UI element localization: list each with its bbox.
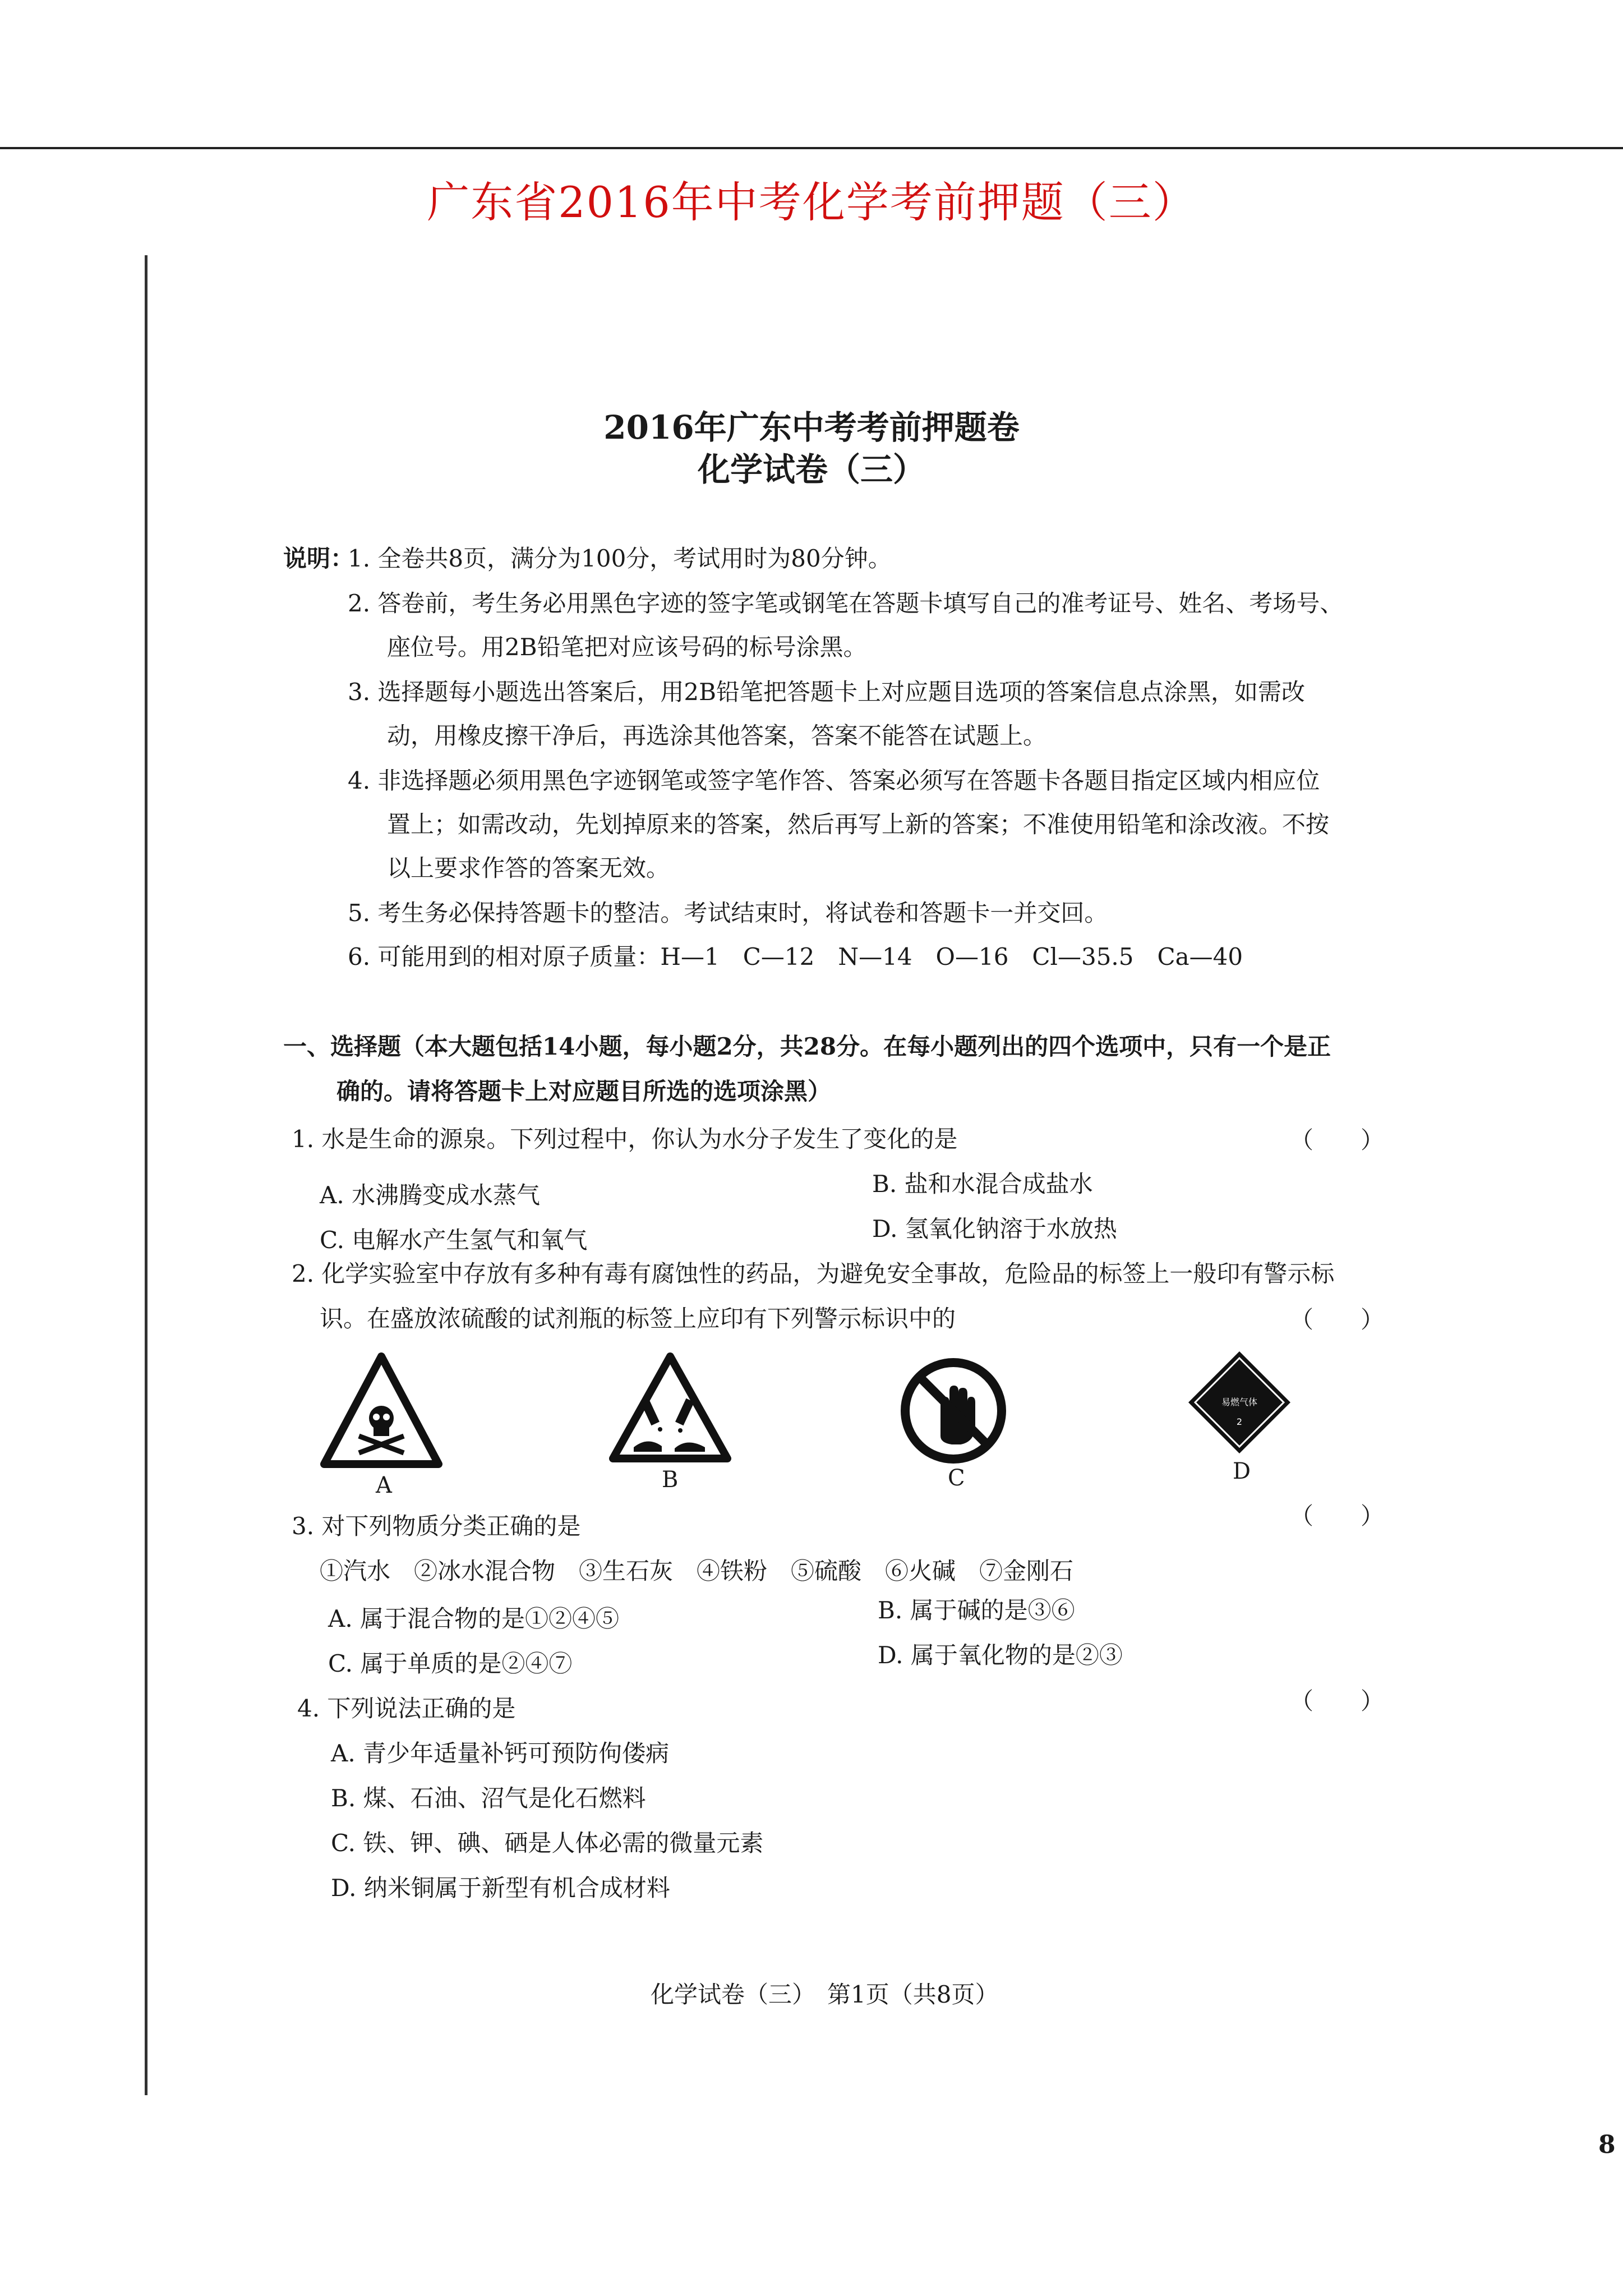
- q3-option-a: A. 属于混合物的是①②④⑤: [328, 1605, 620, 1632]
- instruction-line: 3. 选择题每小题选出答案后，用2B铅笔把答题卡上对应题目选项的答案信息点涂黑，如需改: [348, 678, 1306, 706]
- no-touch-prohibition-sign-icon: [900, 1358, 1007, 1464]
- q3-option-c: C. 属于单质的是②④⑦: [328, 1650, 573, 1677]
- q1-option-d: D. 氢氧化钠溶于水放热: [872, 1215, 1117, 1243]
- q2-stem: 2. 化学实验室中存放有多种有毒有腐蚀性的药品，为避免安全事故，危险品的标签上一般印有警示标: [292, 1260, 1335, 1287]
- top-rule: [0, 147, 1623, 149]
- paper-title-line2: 化学试卷（三）: [697, 450, 925, 489]
- q1-option-c: C. 电解水产生氢气和氧气: [320, 1226, 588, 1254]
- corrosive-warning-sign-icon: [608, 1352, 732, 1464]
- instruction-line: 动，用橡皮擦干净后，再选涂其他答案，答案不能答在试题上。: [387, 722, 1047, 749]
- section1-heading-cont: 确的。请将答题卡上对应题目所选的选项涂黑）: [336, 1078, 832, 1105]
- paper-title-line1: 2016年广东中考考前押题卷: [603, 408, 1020, 447]
- q4-option-a: A. 青少年适量补钙可预防佝偻病: [331, 1740, 670, 1767]
- instruction-line: 5. 考生务必保持答题卡的整洁。考试结束时，将试卷和答题卡一并交回。: [348, 899, 1108, 927]
- sign-d-text: 易燃气体: [1221, 1397, 1258, 1407]
- q1-option-a: A. 水沸腾变成水蒸气: [320, 1181, 541, 1209]
- page-footer: 化学试卷（三） 第1页（共8页）: [651, 1981, 999, 2008]
- instruction-line: 置上；如需改动，先划掉原来的答案，然后再写上新的答案；不准使用铅笔和涂改液。不按: [387, 811, 1330, 838]
- q4-stem: 4. 下列说法正确的是: [297, 1695, 516, 1722]
- instruction-line: 4. 非选择题必须用黑色字迹钢笔或签字笔作答、答案必须写在答题卡各题目指定区域内相应位: [348, 767, 1320, 794]
- q3-substance-list: ①汽水 ②冰水混合物 ③生石灰 ④铁粉 ⑤硫酸 ⑥火碱 ⑦金刚石: [320, 1557, 1074, 1585]
- left-margin-rule: [145, 255, 147, 2095]
- q4-answer-paren: （ ）: [1290, 1687, 1385, 1715]
- sign-label-c: C: [948, 1465, 965, 1491]
- instruction-line: 座位号。用2B铅笔把对应该号码的标号涂黑。: [387, 633, 867, 661]
- sign-d-number: 2: [1236, 1416, 1243, 1427]
- q3-stem: 3. 对下列物质分类正确的是: [292, 1512, 581, 1540]
- q2-stem-cont: 识。在盛放浓硫酸的试剂瓶的标签上应印有下列警示标识中的: [320, 1305, 956, 1332]
- sign-label-b: B: [662, 1467, 679, 1493]
- q4-option-b: B. 煤、石油、沼气是化石燃料: [331, 1784, 646, 1812]
- instruction-line: 以上要求作答的答案无效。: [387, 854, 670, 882]
- page-number: 8: [1598, 2131, 1616, 2159]
- document-title: 广东省2016年中考化学考前押题（三）: [427, 177, 1196, 227]
- instruction-line: 2. 答卷前，考生务必用黑色字迹的签字笔或钢笔在答题卡填写自己的准考证号、姓名、考场号、: [348, 590, 1344, 617]
- instruction-line: 6. 可能用到的相对原子质量：H—1 C—12 N—14 O—16 Cl—35.5 Ca—40: [348, 943, 1243, 970]
- q4-option-c: C. 铁、钾、碘、硒是人体必需的微量元素: [331, 1829, 764, 1857]
- q4-option-d: D. 纳米铜属于新型有机合成材料: [331, 1874, 670, 1902]
- q3-answer-paren: （ ）: [1290, 1502, 1385, 1530]
- flammable-gas-diamond-sign-icon: [1186, 1349, 1293, 1456]
- section1-heading: 一、选择题（本大题包括14小题，每小题2分，共28分。在每小题列出的四个选项中，只有一个是正: [283, 1033, 1331, 1060]
- sign-label-a: A: [376, 1473, 392, 1498]
- sign-label-d: D: [1233, 1458, 1251, 1484]
- q1-stem: 1. 水是生命的源泉。下列过程中，你认为水分子发生了变化的是: [292, 1125, 958, 1153]
- instructions-label: 说明：: [283, 545, 354, 572]
- q3-option-d: D. 属于氧化物的是②③: [878, 1641, 1123, 1669]
- toxic-warning-sign-icon: [320, 1352, 443, 1470]
- instruction-line: 1. 全卷共8页，满分为100分，考试用时为80分钟。: [348, 545, 892, 572]
- q2-answer-paren: （ ）: [1290, 1306, 1385, 1333]
- q1-option-b: B. 盐和水混合成盐水: [872, 1170, 1093, 1198]
- q3-option-b: B. 属于碱的是③⑥: [878, 1596, 1075, 1624]
- q1-answer-paren: （ ）: [1290, 1126, 1385, 1154]
